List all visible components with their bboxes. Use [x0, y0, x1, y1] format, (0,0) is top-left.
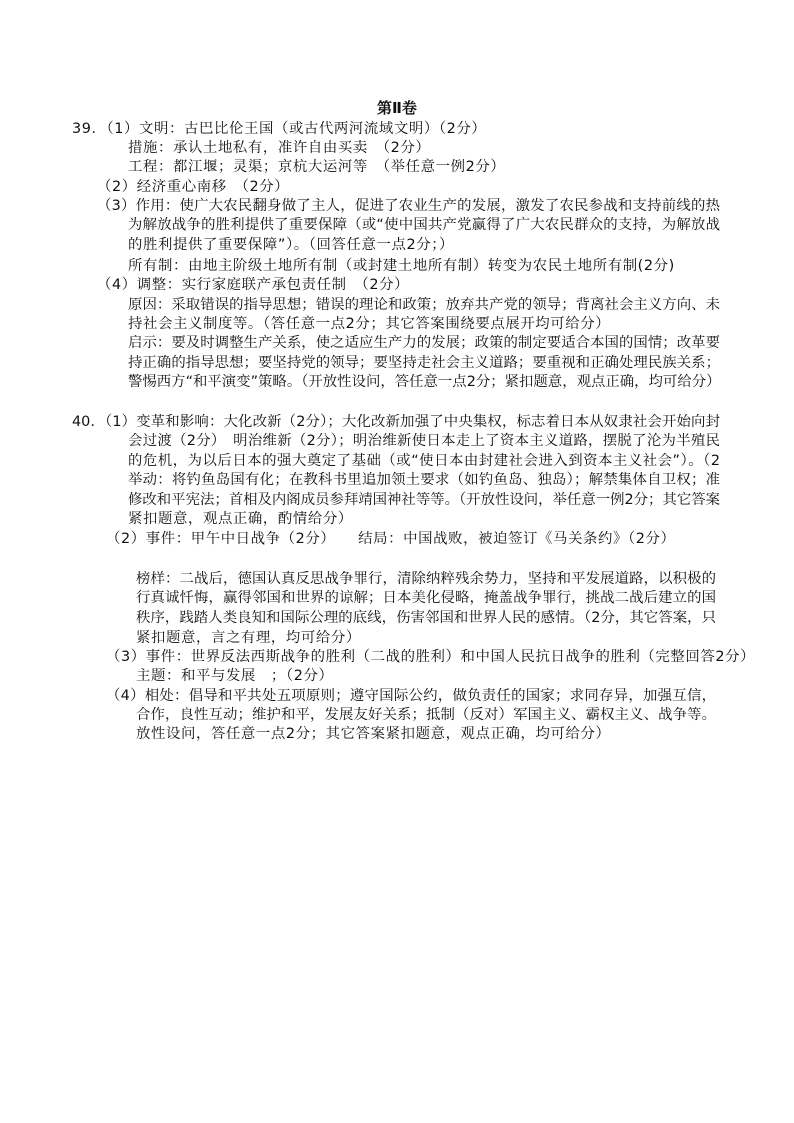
answer-line: 启示：要及时调整生产关系，使之适应生产力的发展；政策的制定要适合本国的国情；改革要 — [128, 335, 720, 351]
answer-line: （2）经济重心南移 （2分） — [97, 179, 290, 195]
section-title: 第Ⅱ卷 — [377, 99, 417, 117]
answer-line: （3）事件：世界反法西斯战争的胜利（二战的胜利）和中国人民抗日战争的胜利（完整回答2分） — [106, 649, 756, 665]
answer-line: 39．（1）文明：古巴比伦王国（或古代两河流域文明）（2分） — [72, 121, 487, 137]
answer-line: 紧扣题意，言之有理，均可给分） — [136, 630, 361, 646]
answer-line: （4）调整：实行家庭联产承包责任制 （2分） — [97, 277, 410, 293]
answer-line: 持社会主义制度等。（答任意一点2分；其它答案围绕要点展开均可给分） — [128, 316, 611, 332]
answer-line: 行真诚忏悔，赢得邻国和世界的谅解；日本美化侵略，掩盖战争罪行，挑战二战后建立的国 — [136, 590, 716, 606]
answer-line: 紧扣题意，观点正确，酌情给分） — [128, 511, 353, 527]
answer-line: 的危机，为以后日本的强大奠定了基础（或“使日本由封建社会进入到资本主义社会”）。（2 — [128, 453, 720, 469]
answer-line: 措施：承认土地私有，准许自由买卖 （2分） — [128, 140, 431, 156]
answer-line: 所有制：由地主阶级土地所有制（或封建土地所有制）转变为农民土地所有制(2分) — [128, 258, 675, 274]
answer-line: 持正确的指导思想；要坚持党的领导；要坚持走社会主义道路；要重视和正确处理民族关系； — [128, 355, 720, 371]
answer-line: 主题：和平与发展 ；（2分） — [136, 668, 334, 684]
answer-line: 榜样：二战后，德国认真反思战争罪行，清除纳粹残余势力，坚持和平发展道路，以积极的 — [136, 571, 716, 587]
answer-line: （3）作用：使广大农民翻身做了主人，促进了农业生产的发展，激发了农民参战和支持前线的热 — [97, 198, 720, 214]
answer-line: 的胜利提供了重要保障”）。（回答任意一点2分；） — [128, 237, 455, 253]
answer-line: 40．（1）变革和影响：大化改新（2分）；大化改新加强了中央集权，标志着日本从奴隶社会开始向封 — [72, 414, 720, 430]
answer-line: 工程：都江堰；灵渠；京杭大运河等 （举任意一例2分） — [128, 159, 506, 175]
answer-line: 举动：将钓鱼岛国有化；在教科书里追加领土要求（如钓鱼岛、独岛）；解禁集体自卫权；准 — [128, 472, 720, 488]
answer-line: 放性设问，答任意一点2分；其它答案紧扣题意，观点正确，均可给分） — [136, 726, 611, 742]
answer-line: 警惕西方“和平演变”策略。（开放性设问，答任意一点2分；紧扣题意，观点正确，均可给分） — [128, 374, 720, 390]
answer-line: （2）事件：甲午中日战争（2分） 结局：中国战败，被迫签订《马关条约》（2分） — [106, 531, 676, 547]
answer-line: 合作，良性互动；维护和平，发展友好关系；抵制（反对）军国主义、霸权主义、战争等。 — [136, 707, 716, 723]
answer-line: 修改和平宪法；首相及内阁成员参拜靖国神社等等。（开放性设问，举任意一例2分；其它答案 — [128, 492, 720, 508]
answer-line: 秩序，践踏人类良知和国际公理的底线，伤害邻国和世界人民的感情。（2分，其它答案，只 — [136, 610, 716, 626]
answer-line: 会过渡（2分） 明治维新（2分）；明治维新使日本走上了资本主义道路，摆脱了沦为半殖民 — [128, 433, 720, 449]
answer-line: （4）相处：倡导和平共处五项原则；遵守国际公约，做负责任的国家；求同存异，加强互信， — [106, 688, 716, 704]
answer-line: 原因：采取错误的指导思想；错误的理论和政策；放弃共产党的领导；背离社会主义方向、未 — [128, 297, 720, 313]
answer-line: 为解放战争的胜利提供了重要保障（或“使中国共产党赢得了广大农民群众的支持，为解放战 — [128, 217, 720, 233]
